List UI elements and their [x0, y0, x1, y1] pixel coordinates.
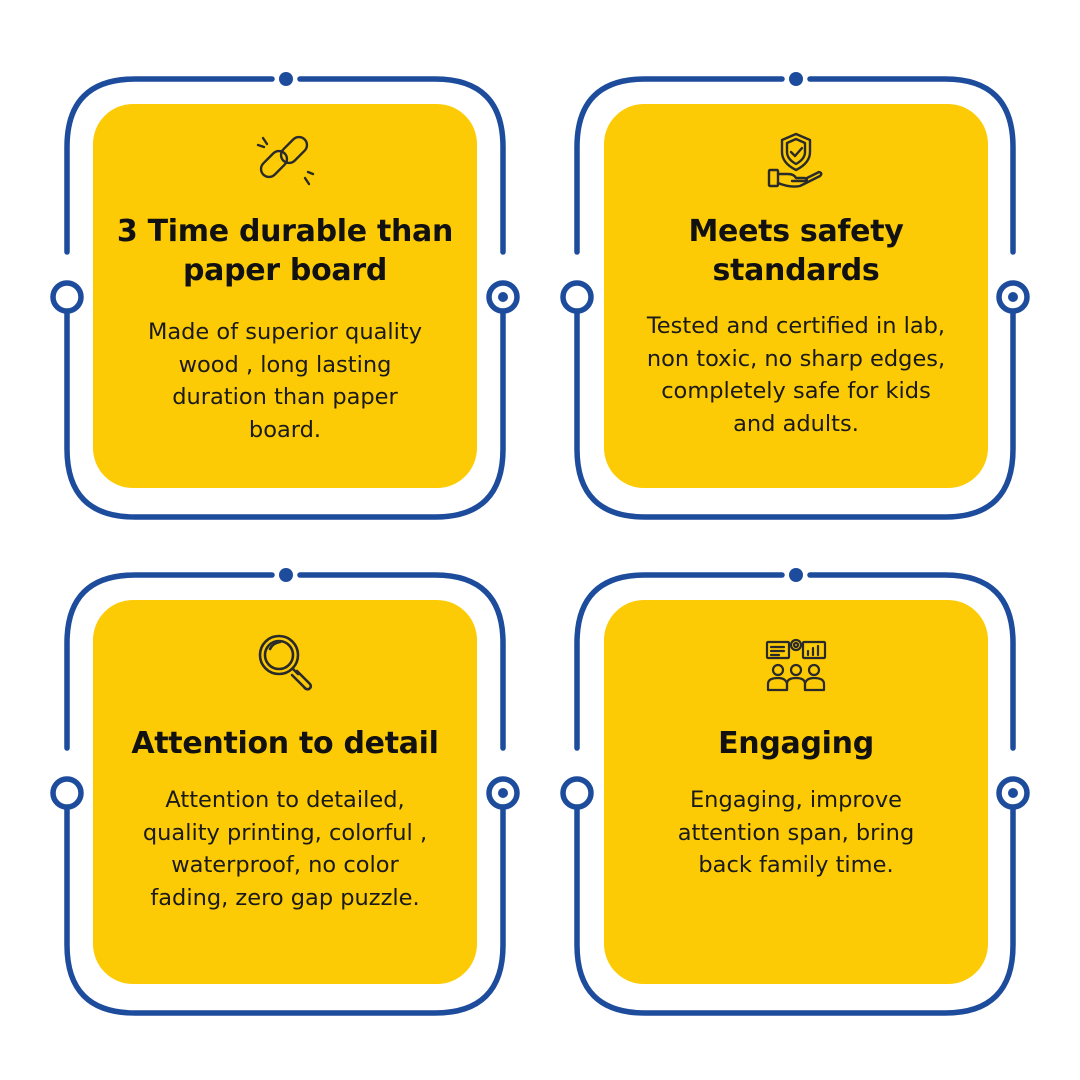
card-title: Engaging: [718, 726, 874, 761]
card-description: Engaging, improve attention span, bring back family time.: [677, 787, 915, 878]
shield-hand-icon: [604, 130, 988, 192]
feature-card-safety: [604, 104, 988, 488]
chain-link-icon: [93, 130, 477, 192]
feature-card-durable: [93, 104, 477, 488]
card-description: Made of superior quality wood , long lasting duration than paper board.: [147, 319, 423, 443]
presentation-audience-icon: [604, 636, 988, 698]
card-description: Attention to detailed, quality printing, colorful , waterproof, no color fading, zero gap puzzle.: [142, 787, 428, 911]
feature-card-attention: [93, 600, 477, 984]
feature-card-engaging: [604, 600, 988, 984]
card-description: Tested and certified in lab, non toxic, no sharp edges, completely safe for kids and adults.: [646, 313, 946, 437]
card-title: Meets safety standards: [688, 214, 904, 288]
magnifier-icon: [93, 630, 477, 692]
card-title: 3 Time durable than paper board: [116, 214, 454, 288]
card-title: Attention to detail: [131, 726, 439, 761]
